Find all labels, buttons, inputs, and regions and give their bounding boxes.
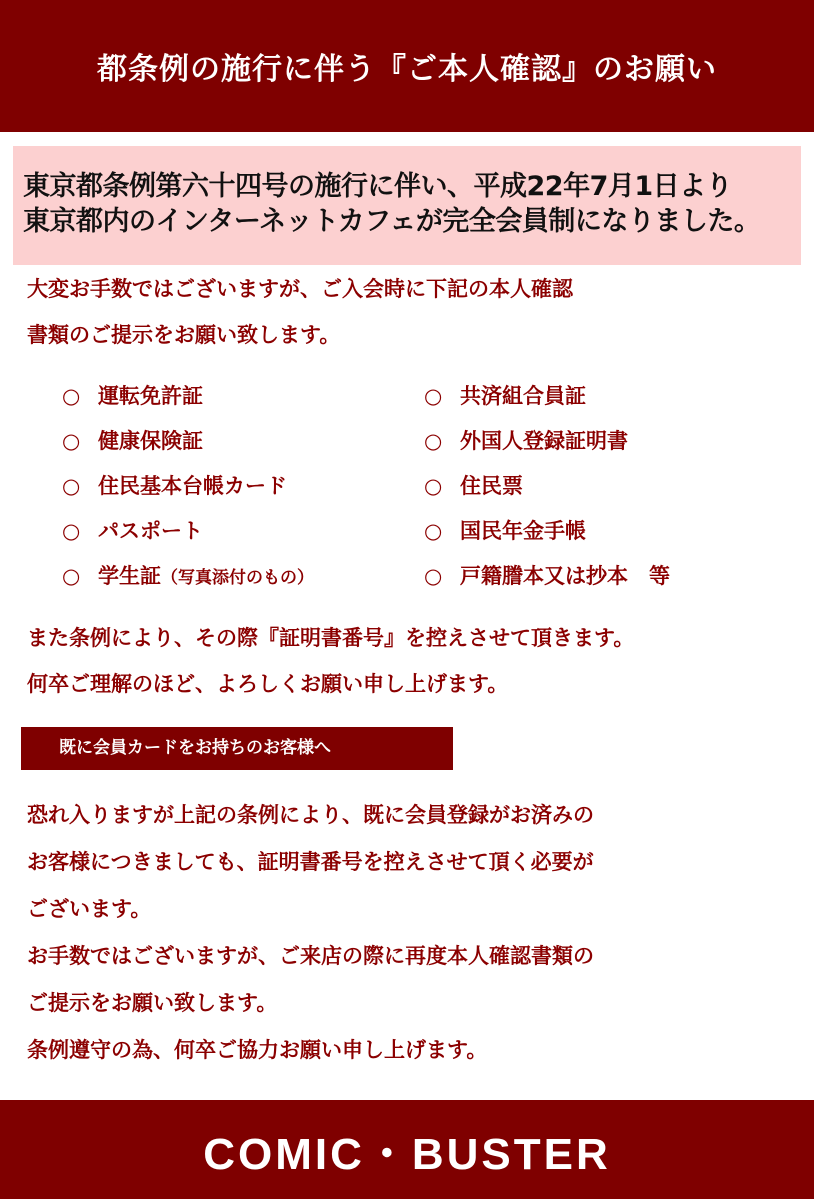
- id-document-label: 戸籍謄本又は抄本 等: [460, 564, 670, 588]
- id-document-label: 外国人登録証明書: [460, 429, 628, 453]
- id-document-item: [62, 419, 424, 464]
- id-document-item: [424, 464, 782, 509]
- id-document-item: [424, 509, 782, 554]
- members-line: お手数ではございますが、ご来店の際に再度本人確認書類の: [27, 944, 594, 968]
- page-title: 都条例の施行に伴う『ご本人確認』のお願い: [97, 52, 717, 87]
- certificate-number-paragraph: [27, 615, 634, 707]
- intro-paragraph: [27, 266, 573, 358]
- members-line: お客様につきましても、証明書番号を控えさせて頂く必要が: [27, 850, 594, 874]
- page-footer: [0, 1100, 814, 1199]
- id-document-item: [424, 554, 782, 599]
- id-document-note: （写真添付のもの）: [161, 568, 314, 588]
- members-line: ご提示をお願い致します。: [27, 991, 278, 1015]
- comic-buster-logo: COMIC・BUSTER: [203, 1129, 611, 1179]
- id-document-label: 運転免許証: [98, 384, 203, 408]
- rule-line: 何卒ご理解のほど、よろしくお願い申し上げます。: [27, 672, 509, 696]
- circle-bullet-icon: ○: [424, 519, 443, 543]
- notice-line: 東京都内のインターネットカフェが完全会員制になりました。: [23, 206, 761, 237]
- members-line: ございます。: [27, 897, 152, 921]
- id-document-label: 健康保険証: [98, 429, 203, 453]
- circle-bullet-icon: ○: [62, 519, 81, 543]
- id-document-label: 共済組合員証: [460, 384, 586, 408]
- circle-bullet-icon: ○: [424, 564, 443, 588]
- id-document-item: [424, 419, 782, 464]
- intro-line: 大変お手数ではございますが、ご入会時に下記の本人確認: [27, 277, 573, 301]
- members-line: 条例遵守の為、何卒ご協力お願い申し上げます。: [27, 1038, 488, 1062]
- id-document-list: [62, 374, 782, 599]
- existing-members-paragraph: [27, 792, 594, 1074]
- id-document-item: [62, 464, 424, 509]
- id-document-item: [62, 554, 424, 599]
- id-document-item: [62, 509, 424, 554]
- intro-line: 書類のご提示をお願い致します。: [27, 323, 341, 347]
- circle-bullet-icon: ○: [62, 429, 81, 453]
- ordinance-notice-box: [13, 146, 801, 265]
- id-document-label: 住民票: [460, 474, 523, 498]
- id-document-label: パスポート: [98, 519, 203, 543]
- id-document-item: [62, 374, 424, 419]
- circle-bullet-icon: ○: [424, 384, 443, 408]
- id-document-item: [424, 374, 782, 419]
- circle-bullet-icon: ○: [62, 564, 81, 588]
- id-document-label: 学生証: [98, 564, 161, 588]
- circle-bullet-icon: ○: [424, 474, 443, 498]
- circle-bullet-icon: ○: [62, 384, 81, 408]
- notice-line: 東京都条例第六十四号の施行に伴い、平成22年7月1日より: [23, 171, 733, 202]
- circle-bullet-icon: ○: [62, 474, 81, 498]
- id-document-label: 住民基本台帳カード: [98, 474, 287, 498]
- existing-members-heading: 既に会員カードをお持ちのお客様へ: [21, 727, 453, 770]
- page-header: [0, 0, 814, 132]
- rule-line: また条例により、その際『証明書番号』を控えさせて頂きます。: [27, 626, 635, 650]
- id-document-label: 国民年金手帳: [460, 519, 586, 543]
- circle-bullet-icon: ○: [424, 429, 443, 453]
- members-line: 恐れ入りますが上記の条例により、既に会員登録がお済みの: [27, 803, 594, 827]
